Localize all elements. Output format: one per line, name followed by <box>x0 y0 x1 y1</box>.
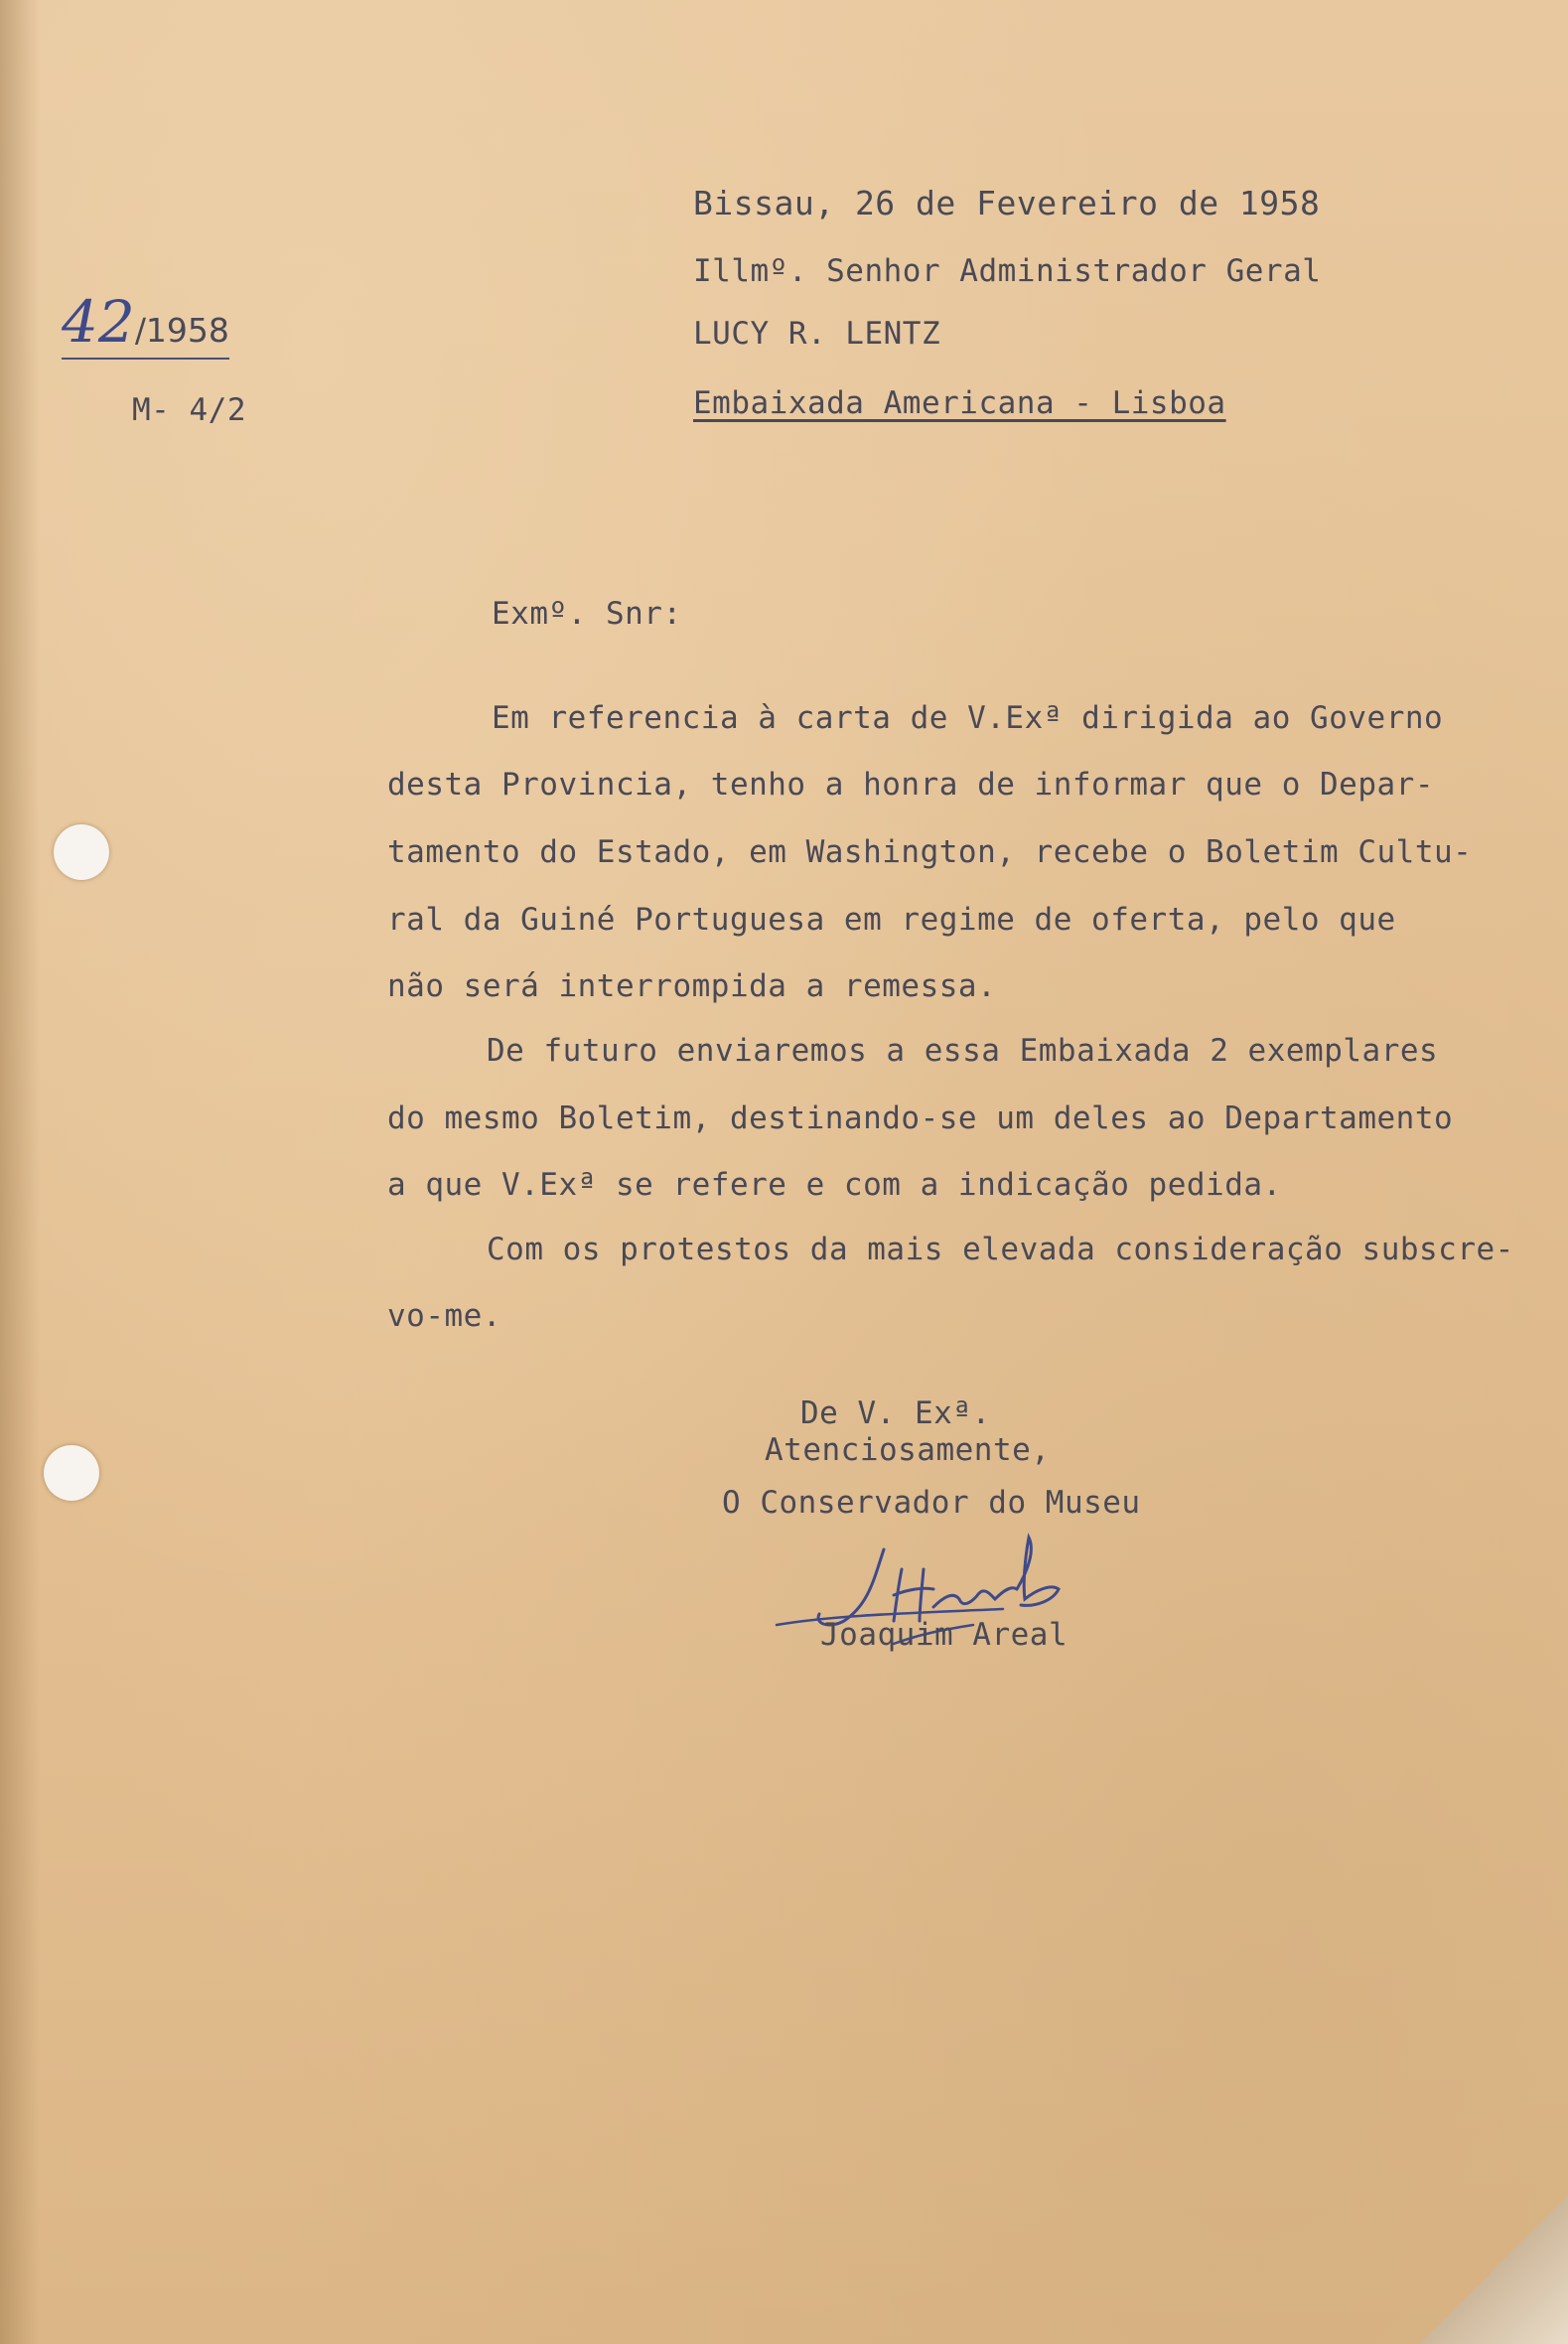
paragraph-1-line: ral da Guiné Portuguesa em regime de oferta, pelo que <box>387 902 1396 938</box>
paragraph-2-line: a que V.Exª se refere e com a indicação pedida. <box>387 1167 1282 1203</box>
paper-edge-shade <box>0 0 40 2344</box>
closing-position: O Conservador do Museu <box>722 1485 1141 1521</box>
closing-address: De V. Exª. <box>800 1395 991 1431</box>
folded-corner <box>1419 2195 1568 2344</box>
punch-hole <box>44 1445 99 1501</box>
reference-number-year: /1958 <box>134 311 229 350</box>
paragraph-1-line: tamento do Estado, em Washington, recebe o Boletim Cultu- <box>387 834 1473 870</box>
paragraph-1-line: Em referencia à carta de V.Exª dirigida ao Governo <box>492 700 1444 736</box>
recipient-institution: Embaixada Americana - Lisboa <box>693 385 1226 421</box>
reference-number <box>62 288 229 360</box>
paragraph-3-line: vo-me. <box>387 1298 501 1334</box>
paragraph-1-line: não será interrompida a remessa. <box>387 968 997 1004</box>
reference-code: M- 4/2 <box>132 392 246 428</box>
paragraph-1-line: desta Provincia, tenho a honra de informar que o Depar- <box>387 767 1434 803</box>
paragraph-2-line: do mesmo Boletim, destinando-se um deles ao Departamento <box>387 1100 1454 1136</box>
punch-hole <box>54 824 109 880</box>
recipient-title: Illmº. Senhor Administrador Geral <box>693 253 1322 289</box>
paragraph-2-line: De futuro enviaremos a essa Embaixada 2 exemplares <box>487 1033 1439 1069</box>
greeting: Exmº. Snr: <box>492 596 682 632</box>
reference-number-handwritten: 42 <box>62 288 135 356</box>
signatory-name: Joaquim Areal <box>820 1617 1069 1653</box>
recipient-name: LUCY R. LENTZ <box>693 316 941 352</box>
paragraph-3-line: Com os protestos da mais elevada consideração subscre- <box>487 1232 1514 1267</box>
place-and-date: Bissau, 26 de Fevereiro de 1958 <box>693 184 1321 222</box>
closing-valediction: Atenciosamente, <box>765 1432 1051 1468</box>
